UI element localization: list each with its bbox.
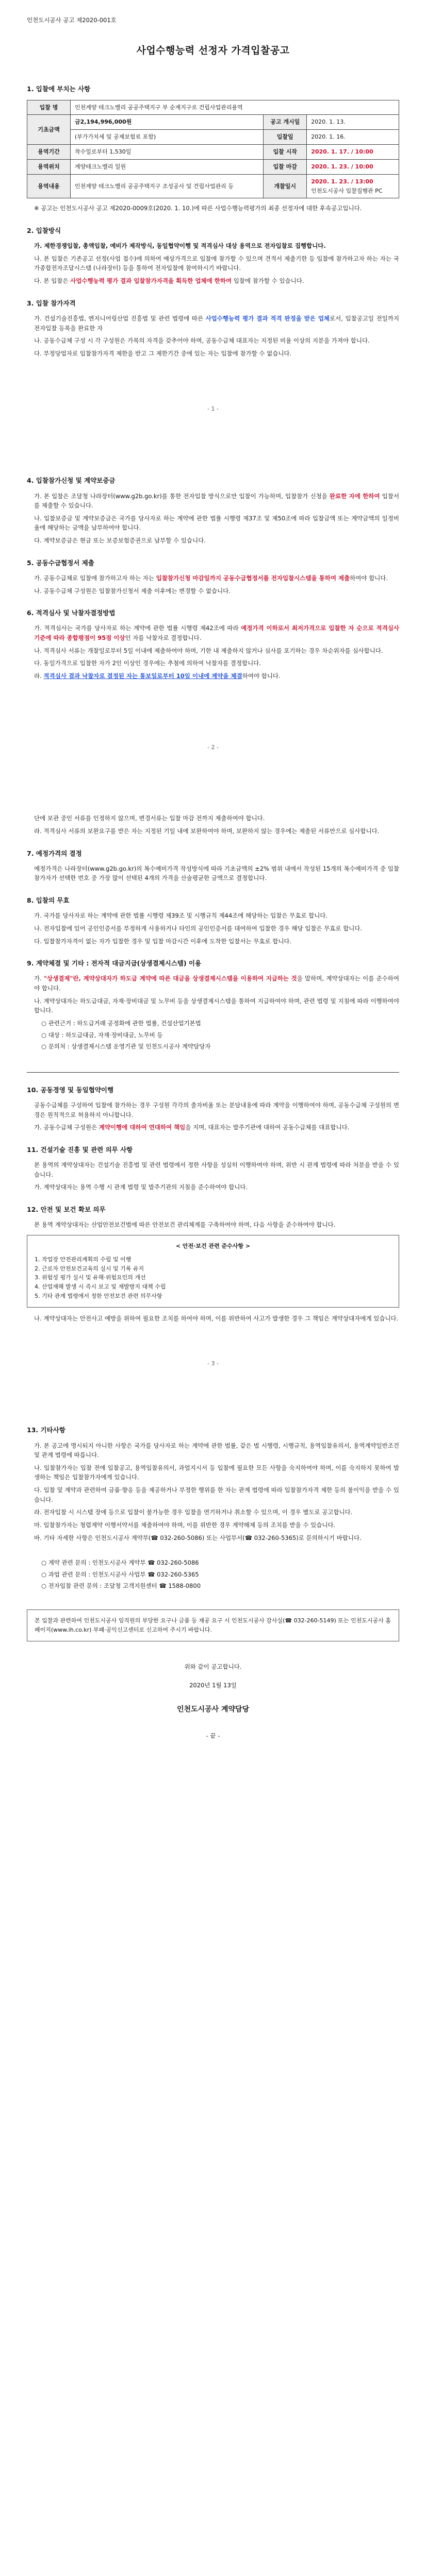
table-row — [27, 115, 399, 130]
value-cell: (부가가치세 및 공제보험료 포함) — [71, 130, 264, 145]
highlight-text: 적격심사 결과 낙찰자로 결정된 자는 통보일로부터 10일 이내에 계약을 체결 — [43, 672, 242, 680]
value-cell: 2020. 1. 23. / 10:00 — [307, 159, 399, 174]
paragraph: 다. 부정당업자로 입찰참가자격 제한을 받고 그 제한기간 중에 있는 자는 입찰에 참가할 수 없습니다. — [34, 349, 292, 357]
table-row — [27, 145, 399, 160]
text: 가. 본 입찰은 조달청 나라장터(www.g2b.go.kr)를 통한 전자입찰 방식으로만 입찰이 가능하며, 입찰참가 신청을 — [34, 492, 330, 500]
result-datetime: 2020. 1. 23. / 13:00 — [311, 178, 373, 185]
section-heading: 7. 예정가격의 결정 — [27, 849, 82, 857]
bid-place: 인천도시공사 입찰집행관 PC — [311, 187, 383, 194]
highlight-text: 사업수행능력 평가 결과 입찰참가자격을 획득한 업체에 한하여 — [70, 277, 232, 285]
list-item: 5. 기타 관계 법령에서 정한 안전보건 관련 의무사항 — [35, 1293, 162, 1300]
value-cell: 2020. 1. 16. — [307, 130, 399, 145]
closing-block — [27, 1662, 399, 1716]
paragraph: 예정가격은 나라장터(www.g2b.go.kr)의 복수예비가격 작성방식에 따라 기초금액의 ±2% 범위 내에서 작성된 15개의 복수예비가격 중 입찰참가자가 선택한 번호 중 가장 많이 선택된 4개의 가격을 산술평균한 금액으로 결정합니다. — [34, 865, 399, 882]
section-heading: 11. 건설기술 진흥 및 관련 의무 사항 — [27, 1145, 133, 1154]
safety-box — [27, 1235, 399, 1308]
highlight-text: 예정가격 이하로서 최저가격으로 입찰한 자 순으로 적격심사 기준에 따라 종합평점이 95점 이상 — [34, 624, 399, 642]
section-heading: 3. 입찰 참가자격 — [27, 299, 76, 307]
report-notice-box: 본 입찰과 관련하여 인천도시공사 임직원의 부당한 요구나 금품 등 제공 요구 시 인천도시공사 감사실(☎ 032-260-5149) 또는 인천도시공사 홈페이지(www.ih.co.kr) 부패·공익신고센터로 신고하여 주시기 바랍니다. — [27, 1609, 399, 1641]
label-cell: 용역기간 — [27, 145, 71, 160]
text: 가. — [34, 975, 44, 982]
label-cell: 입찰일 — [264, 130, 307, 145]
paragraph: 나. 전자입찰에 있어 공인인증서를 부정하게 사용하거나 타인의 공인인증서를 대여하여 입찰한 경우 해당 입찰은 무효로 합니다. — [34, 924, 363, 932]
list-item: 다. 입찰 및 계약과 관련하여 금품·향응 등을 제공하거나 부정한 행위를 한 자는 관계 법령에 따라 입찰참가자격 제한 등의 불이익을 받을 수 있습니다. — [34, 1486, 399, 1503]
paragraph: 다. 동일가격으로 입찰한 자가 2인 이상인 경우에는 추첨에 의하여 낙찰자를 결정합니다. — [34, 659, 261, 667]
highlight-text: 입찰참가신청 마감일까지 공동수급협정서를 전자입찰시스템을 통하여 제출 — [156, 574, 350, 582]
bid-info-table — [27, 100, 399, 199]
paragraph — [34, 276, 399, 286]
text: 가. 공동수급체 구성원은 — [34, 1124, 99, 1131]
text: 입찰서를 제출할 수 있습니다. — [34, 492, 399, 510]
text: 가. 건설기술진흥법, 엔지니어링산업 진흥법 및 관련 법령에 따른 — [34, 314, 206, 322]
highlight-text: 완료한 자에 한하여 — [329, 492, 380, 500]
contact-note: ○ 과업 관련 문의 : 인천도시공사 사업부 ☎ 032-260-5365 — [41, 1570, 199, 1578]
highlight-text: "상생결제"란, 계약상대자가 하도급 계약에 따른 대금을 상생결제시스템을 이용하여 지급하는 것 — [44, 975, 297, 982]
paragraph: 나. 공동수급체 구성원은 입찰참가신청서 제출 이후에는 변경할 수 없습니다. — [34, 587, 231, 595]
value-cell: 2020. 1. 13. — [307, 115, 399, 130]
paragraph: 공동수급체를 구성하여 입찰에 참가하는 경우 구성원 각각의 출자비율 또는 분담내용에 따라 계약을 이행하여야 하며, 공동수급체 구성원의 변경은 원칙적으로 허용하지 아니합니다. — [34, 1101, 399, 1118]
page-number: - 3 - — [207, 1360, 219, 1367]
text: 가. 공동수급체로 입찰에 참가하고자 하는 자는 — [34, 574, 156, 582]
text: 다. 본 입찰은 — [34, 277, 71, 285]
bullet-item: ○ 문의처 : 상생결제시스템 운영기관 및 인천도시공사 계약담당자 — [41, 1043, 211, 1050]
base-price: 금2,194,996,000원 — [75, 118, 132, 126]
paragraph: 본 용역 계약상대자는 산업안전보건법에 따른 안전보건 관리체계를 구축하여야 하며, 다음 사항을 준수하여야 합니다. — [34, 1221, 336, 1229]
paragraph: 나. 입찰보증금 및 계약보증금은 국가를 당사자로 하는 계약에 관한 법률 시행령 제37조 및 제50조에 따라 입찰금액 또는 계약금액의 일정비율에 해당하는 금액을 납부하여야 합니다. — [34, 514, 399, 532]
paragraph: 나. 계약상대자는 하도급대금, 자재·장비대금 및 노무비 등을 상생결제시스템을 통하여 지급하여야 하며, 관련 법령 및 지침에 따라 이행하여야 합니다. — [34, 997, 399, 1014]
list-item: 가. 본 공고에 명시되지 아니한 사항은 국가를 당사자로 하는 계약에 관한 법률, 같은 법 시행령, 시행규칙, 용역입찰유의서, 용역계약일반조건 및 관계 법령에 따릅니다. — [34, 1442, 399, 1459]
paragraph — [34, 623, 399, 642]
bullet-item: ○ 대상 : 하도급대금, 자재·장비대금, 노무비 등 — [41, 1031, 163, 1039]
paragraph — [34, 492, 399, 511]
text: 가. 적격심사는 국가를 당사자로 하는 계약에 관한 법률 시행령 제42조에 따라 — [34, 624, 241, 632]
page-title: 사업수행능력 선정자 가격입찰공고 — [136, 44, 290, 56]
page-divider — [27, 1072, 399, 1073]
page-number: - 2 - — [207, 743, 219, 751]
paragraph: 나. 공동수급체 구성 시 각 구성원은 가목의 자격을 갖추어야 하며, 공동수급체 대표자는 지정된 비율 이상의 지분을 가져야 합니다. — [34, 337, 370, 345]
label-cell: 입찰 마감 — [264, 159, 307, 174]
list-item: 2. 근로자 안전보건교육의 실시 및 기록 유지 — [35, 1265, 144, 1272]
section-heading: 8. 입찰의 무효 — [27, 896, 70, 905]
paragraph: 다. 입찰참가자격이 없는 자가 입찰한 경우 및 입찰 마감시간 이후에 도착한 입찰서는 무효로 합니다. — [34, 937, 292, 945]
list-item: 1. 작업장 안전관리계획의 수립 및 이행 — [35, 1256, 132, 1263]
paragraph — [34, 241, 399, 251]
label-cell: 개찰일시 — [264, 174, 307, 198]
value-cell: 2020. 1. 17. / 10:00 — [307, 145, 399, 160]
label-cell: 기초금액 — [27, 115, 71, 145]
section-heading: 4. 입찰참가신청 및 계약보증금 — [27, 477, 116, 485]
table-row — [27, 174, 399, 198]
list-item: 바. 기타 자세한 사항은 인천도시공사 계약부(☎ 032-260-5086) 또는 사업부서(☎ 032-260-5365)로 문의하시기 바랍니다. — [34, 1534, 362, 1541]
end-mark: - 끝 - — [206, 1732, 220, 1739]
text: 라. — [34, 672, 44, 680]
label-cell: 입찰 명 — [27, 100, 71, 115]
paragraph: 가. 국가를 당사자로 하는 계약에 관한 법률 시행령 제39조 및 시행규칙 제44조에 해당하는 입찰은 무효로 합니다. — [34, 912, 328, 920]
list-item: 4. 산업재해 발생 시 즉시 보고 및 재발방지 대책 수립 — [35, 1283, 166, 1291]
page-number: - 1 - — [207, 405, 219, 413]
paragraph — [34, 1123, 399, 1132]
value-cell: 인천계양 테크노밸리 공공주택지구 부 순계지구로 건립사업관리용역 — [71, 100, 399, 115]
list-item: 마. 입찰참가자는 청렴계약 이행서약서를 제출하여야 하며, 이를 위반한 경우 계약해제 등의 조치를 받을 수 있습니다. — [34, 1521, 336, 1529]
label-cell: 용역위치 — [27, 159, 71, 174]
text: 로서, 입찰공고일 전일까지 전자입찰 등록을 완료한 자 — [34, 314, 400, 332]
label-cell: 용역내용 — [27, 174, 71, 198]
closing-date: 2020년 1월 13일 — [189, 1682, 237, 1689]
closing-line: 위와 같이 공고합니다. — [184, 1663, 242, 1670]
contact-note: ○ 전자입찰 관련 문의 : 조달청 고객지원센터 ☎ 1588-0800 — [41, 1582, 201, 1590]
section-heading: 9. 계약체결 및 기타 : 전자적 대금지급(상생결제시스템) 이용 — [27, 959, 202, 968]
text: 을 지며, 대표자는 발주기관에 대하여 공동수급체를 대표합니다. — [185, 1124, 350, 1131]
text: 입찰에 참가할 수 있습니다. — [232, 277, 304, 285]
list-item: 3. 위험성 평가 실시 및 유해·위험요인의 개선 — [35, 1274, 146, 1281]
highlight-text: 사업수행능력 평가 결과 적격 판정을 받은 업체 — [205, 314, 330, 322]
table-row — [27, 100, 399, 115]
section-heading: 10. 공동경영 및 동일협약이행 — [27, 1086, 114, 1094]
section-heading: 12. 안전 및 보건 확보 의무 — [27, 1206, 106, 1214]
table-row — [27, 159, 399, 174]
box-title: < 안전·보건 관련 준수사항 > — [175, 1242, 251, 1249]
section-heading: 13. 기타사항 — [27, 1426, 65, 1434]
paragraph: 나. 계약상대자는 안전사고 예방을 위하여 필요한 조치를 하여야 하며, 이를 위반하여 사고가 발생한 경우 그 책임은 계약상대자에게 있습니다. — [34, 1314, 399, 1322]
list-item: 나. 입찰참가자는 입찰 전에 입찰공고, 용역입찰유의서, 과업지시서 등 입찰에 필요한 모든 사항을 숙지하여야 하며, 이를 숙지하지 못하여 발생하는 책임은 입찰참가자에게 있습니다. — [34, 1464, 399, 1481]
section-heading: 5. 공동수급협정서 제출 — [27, 558, 94, 567]
text: 하여야 합니다. — [350, 574, 388, 582]
contact-note: ○ 계약 관련 문의 : 인천도시공사 계약부 ☎ 032-260-5086 — [41, 1559, 199, 1567]
highlight-text: 계약이행에 대하여 연대하여 책임 — [99, 1124, 186, 1131]
note-text: ※ 공고는 인천도시공사 공고 제2020-0009호(2020. 1. 10.)에 따른 사업수행능력평가의 최종 선정자에 대한 후속공고입니다. — [34, 205, 362, 212]
value-cell: 계양테크노밸리 일원 — [71, 159, 264, 174]
value-cell — [71, 115, 264, 130]
paragraph: 다. 계약보증금은 현금 또는 보증보험증권으로 납부할 수 있습니다. — [34, 537, 206, 545]
text: 을 말하며, 계약상대자는 이를 준수하여야 합니다. — [34, 975, 399, 992]
list-item: 라. 전자입찰 시 시스템 장애 등으로 입찰이 불가능한 경우 입찰을 연기하거나 취소할 수 있으며, 이 경우 별도로 공고합니다. — [34, 1509, 353, 1516]
paragraph: 나. 적격심사 서류는 개찰일로부터 5일 이내에 제출하여야 하며, 기한 내 제출하지 않거나 심사를 포기하는 경우 차순위자를 심사합니다. — [34, 647, 383, 654]
text: 인 자를 낙찰자로 결정합니다. — [125, 634, 202, 642]
paragraph: 나. 본 입찰은 기존공고 선정(사업 접수)에 의하여 예상가격으로 입찰에 참가할 수 있으며 견적서 제출기한 등 입찰에 참가하고자 하는 자는 국가종합전자조달시스템 (나라장터) 등을 통하여 전자입찰에 참여하시기 바랍니다. — [34, 255, 399, 272]
bullet-item: ○ 관련근거 : 하도급거래 공정화에 관한 법률, 건설산업기본법 — [41, 1019, 201, 1027]
paragraph — [34, 974, 399, 993]
paragraph — [34, 573, 399, 583]
paragraph — [34, 671, 399, 681]
paragraph: 본 용역의 계약상대자는 건설기술 진흥법 및 관련 법령에서 정한 사항을 성실히 이행하여야 하며, 위반 시 관계 법령에 따라 처분을 받을 수 있습니다. — [34, 1161, 399, 1178]
section-heading: 1. 입찰에 부치는 사항 — [27, 85, 91, 93]
label-cell: 입찰 시작 — [264, 145, 307, 160]
value-cell — [307, 174, 399, 198]
text: 하여야 합니다. — [242, 672, 281, 680]
label-cell: 공고 개시일 — [264, 115, 307, 130]
paragraph — [34, 314, 399, 333]
section-heading: 2. 입찰방식 — [27, 226, 61, 234]
value-cell: 착수일로부터 1,530일 — [71, 145, 264, 160]
paragraph: 라. 적격심사 서류의 보완요구를 받은 자는 지정된 기일 내에 보완하여야 하며, 보완하지 않는 경우에는 제출된 서류만으로 심사합니다. — [34, 827, 380, 835]
table-row — [27, 130, 399, 145]
section-heading: 6. 적격심사 및 낙찰자결정방법 — [27, 609, 116, 617]
paragraph: 가. 계약상대자는 용역 수행 시 관계 법령 및 발주기관의 지침을 준수하여야 합니다. — [34, 1183, 248, 1191]
notice-number: 인천도시공사 공고 제2020-001호 — [27, 16, 117, 24]
issuer-name: 인천도시공사 계약담당 — [176, 1705, 250, 1714]
value-cell: 인천계양 테크노밸리 공공주택지구 조성공사 및 건립사업관리 등 — [71, 174, 264, 198]
bold-text: 가. 제한경쟁입찰, 총액입찰, 예비가 제작방식, 동일협약이행 및 적격심사 대상 용역으로 전자입찰로 집행합니다. — [34, 242, 326, 250]
paragraph: 단에 보관 중인 서류를 인정하지 않으며, 변경서류는 입찰 마감 전까지 제출하여야 합니다. — [34, 815, 265, 822]
